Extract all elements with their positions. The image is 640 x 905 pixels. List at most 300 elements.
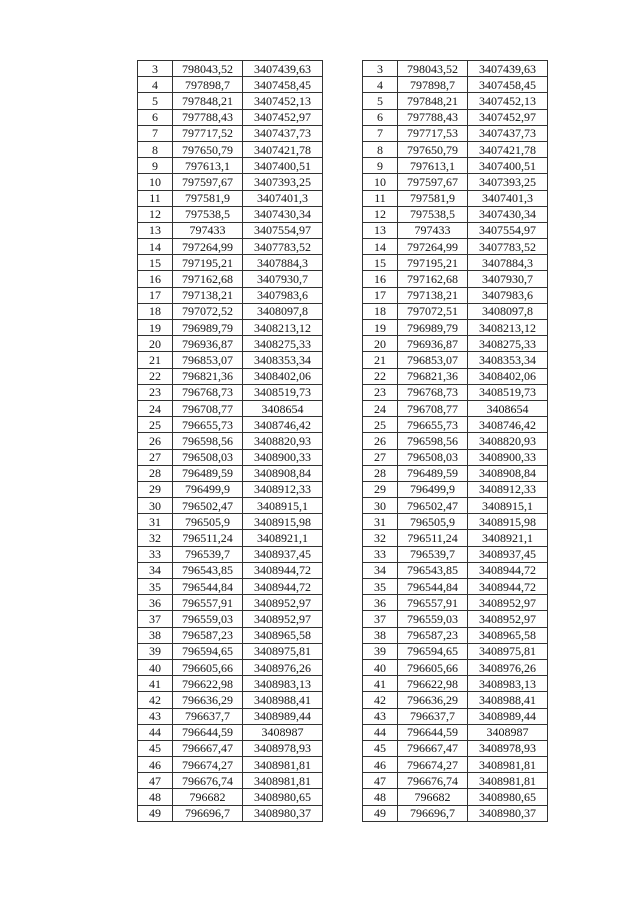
point-number-cell: 32: [138, 530, 173, 546]
point-number-cell: 43: [138, 708, 173, 724]
table-row: [363, 206, 548, 222]
table-row: [138, 141, 323, 157]
point-number-cell: 9: [138, 158, 173, 174]
point-number-cell: 4: [363, 77, 398, 93]
y-coordinate-cell: 3407554,97: [243, 222, 323, 238]
point-number-cell: 34: [363, 562, 398, 578]
table-row: [363, 61, 548, 77]
point-number-cell: 37: [138, 611, 173, 627]
point-number-cell: 35: [138, 579, 173, 595]
y-coordinate-cell: 3408988,41: [468, 692, 548, 708]
table-row: [363, 595, 548, 611]
table-row: [363, 93, 548, 109]
x-coordinate-cell: 797538,5: [173, 206, 243, 222]
x-coordinate-cell: 796622,98: [173, 676, 243, 692]
x-coordinate-cell: 796559,03: [398, 611, 468, 627]
y-coordinate-cell: 3407452,97: [243, 109, 323, 125]
point-number-cell: 41: [363, 676, 398, 692]
y-coordinate-cell: 3407430,34: [468, 206, 548, 222]
point-number-cell: 49: [363, 805, 398, 821]
x-coordinate-cell: 796543,85: [398, 562, 468, 578]
coordinates-table-right: [362, 60, 548, 822]
y-coordinate-cell: 3408952,97: [468, 595, 548, 611]
point-number-cell: 15: [138, 255, 173, 271]
table-row: [138, 724, 323, 740]
y-coordinate-cell: 3408981,81: [243, 757, 323, 773]
x-coordinate-cell: 797138,21: [398, 287, 468, 303]
x-coordinate-cell: 797581,9: [173, 190, 243, 206]
table-row: [138, 449, 323, 465]
x-coordinate-cell: 797717,52: [173, 125, 243, 141]
x-coordinate-cell: 796644,59: [398, 724, 468, 740]
x-coordinate-cell: 796667,47: [173, 740, 243, 756]
point-number-cell: 26: [363, 433, 398, 449]
table-row: [138, 368, 323, 384]
point-number-cell: 9: [363, 158, 398, 174]
table-row: [363, 400, 548, 416]
point-number-cell: 10: [363, 174, 398, 190]
y-coordinate-cell: 3407930,7: [243, 271, 323, 287]
table-row: [138, 125, 323, 141]
x-coordinate-cell: 796539,7: [398, 546, 468, 562]
x-coordinate-cell: 797072,51: [398, 303, 468, 319]
table-row: [138, 627, 323, 643]
x-coordinate-cell: 797898,7: [398, 77, 468, 93]
point-number-cell: 3: [363, 61, 398, 77]
point-number-cell: 14: [138, 239, 173, 255]
table-row: [138, 255, 323, 271]
point-number-cell: 48: [363, 789, 398, 805]
table-row: [138, 740, 323, 756]
x-coordinate-cell: 796674,27: [173, 757, 243, 773]
y-coordinate-cell: 3408944,72: [468, 579, 548, 595]
table-row: [363, 158, 548, 174]
y-coordinate-cell: 3408402,06: [468, 368, 548, 384]
point-number-cell: 17: [363, 287, 398, 303]
y-coordinate-cell: 3408988,41: [243, 692, 323, 708]
y-coordinate-cell: 3407401,3: [468, 190, 548, 206]
table-body: [138, 61, 323, 822]
y-coordinate-cell: 3407393,25: [243, 174, 323, 190]
y-coordinate-cell: 3408980,37: [468, 805, 548, 821]
y-coordinate-cell: 3407783,52: [468, 239, 548, 255]
x-coordinate-cell: 796853,07: [173, 352, 243, 368]
table-row: [363, 352, 548, 368]
x-coordinate-cell: 797650,79: [398, 141, 468, 157]
x-coordinate-cell: 796682: [173, 789, 243, 805]
table-row: [363, 190, 548, 206]
point-number-cell: 17: [138, 287, 173, 303]
x-coordinate-cell: 796587,23: [398, 627, 468, 643]
point-number-cell: 7: [363, 125, 398, 141]
y-coordinate-cell: 3408900,33: [243, 449, 323, 465]
y-coordinate-cell: 3408912,33: [468, 481, 548, 497]
table-body: [363, 61, 548, 822]
x-coordinate-cell: 796502,47: [398, 498, 468, 514]
x-coordinate-cell: 797788,43: [398, 109, 468, 125]
x-coordinate-cell: 796989,79: [173, 320, 243, 336]
point-number-cell: 47: [138, 773, 173, 789]
x-coordinate-cell: 797613,1: [173, 158, 243, 174]
table-row: [138, 757, 323, 773]
table-row: [363, 805, 548, 821]
x-coordinate-cell: 796708,77: [173, 400, 243, 416]
table-row: [138, 77, 323, 93]
y-coordinate-cell: 3407554,97: [468, 222, 548, 238]
point-number-cell: 23: [138, 384, 173, 400]
point-number-cell: 24: [363, 400, 398, 416]
point-number-cell: 33: [138, 546, 173, 562]
x-coordinate-cell: 796644,59: [173, 724, 243, 740]
table-row: [363, 740, 548, 756]
y-coordinate-cell: 3408746,42: [243, 417, 323, 433]
point-number-cell: 39: [138, 643, 173, 659]
point-number-cell: 24: [138, 400, 173, 416]
x-coordinate-cell: 796696,7: [398, 805, 468, 821]
point-number-cell: 44: [138, 724, 173, 740]
point-number-cell: 27: [138, 449, 173, 465]
y-coordinate-cell: 3407393,25: [468, 174, 548, 190]
x-coordinate-cell: 796508,03: [173, 449, 243, 465]
y-coordinate-cell: 3408952,97: [243, 595, 323, 611]
y-coordinate-cell: 3407439,63: [243, 61, 323, 77]
point-number-cell: 19: [363, 320, 398, 336]
y-coordinate-cell: 3408976,26: [468, 659, 548, 675]
y-coordinate-cell: 3407458,45: [468, 77, 548, 93]
y-coordinate-cell: 3408915,98: [468, 514, 548, 530]
x-coordinate-cell: 797264,99: [173, 239, 243, 255]
y-coordinate-cell: 3407452,13: [468, 93, 548, 109]
point-number-cell: 49: [138, 805, 173, 821]
table-row: [363, 174, 548, 190]
y-coordinate-cell: 3408213,12: [243, 320, 323, 336]
y-coordinate-cell: 3407401,3: [243, 190, 323, 206]
point-number-cell: 6: [138, 109, 173, 125]
table-row: [363, 222, 548, 238]
point-number-cell: 18: [138, 303, 173, 319]
y-coordinate-cell: 3408915,1: [468, 498, 548, 514]
y-coordinate-cell: 3408912,33: [243, 481, 323, 497]
x-coordinate-cell: 797788,43: [173, 109, 243, 125]
table-row: [138, 481, 323, 497]
table-row: [363, 562, 548, 578]
table-row: [138, 530, 323, 546]
y-coordinate-cell: 3408900,33: [468, 449, 548, 465]
table-row: [363, 546, 548, 562]
table-row: [138, 336, 323, 352]
point-number-cell: 15: [363, 255, 398, 271]
point-number-cell: 8: [138, 141, 173, 157]
point-number-cell: 41: [138, 676, 173, 692]
y-coordinate-cell: 3408987: [243, 724, 323, 740]
x-coordinate-cell: 796544,84: [398, 579, 468, 595]
y-coordinate-cell: 3407421,78: [468, 141, 548, 157]
x-coordinate-cell: 796936,87: [398, 336, 468, 352]
table-row: [138, 789, 323, 805]
x-coordinate-cell: 796505,9: [173, 514, 243, 530]
y-coordinate-cell: 3408983,13: [468, 676, 548, 692]
table-row: [363, 303, 548, 319]
table-row: [363, 433, 548, 449]
x-coordinate-cell: 796539,7: [173, 546, 243, 562]
y-coordinate-cell: 3408952,97: [243, 611, 323, 627]
table-row: [363, 514, 548, 530]
point-number-cell: 5: [363, 93, 398, 109]
y-coordinate-cell: 3408097,8: [468, 303, 548, 319]
x-coordinate-cell: 796489,59: [398, 465, 468, 481]
x-coordinate-cell: 796594,65: [173, 643, 243, 659]
table-row: [138, 692, 323, 708]
table-row: [363, 141, 548, 157]
y-coordinate-cell: 3408654: [243, 400, 323, 416]
point-number-cell: 48: [138, 789, 173, 805]
point-number-cell: 46: [138, 757, 173, 773]
point-number-cell: 47: [363, 773, 398, 789]
x-coordinate-cell: 796708,77: [398, 400, 468, 416]
y-coordinate-cell: 3408402,06: [243, 368, 323, 384]
point-number-cell: 40: [363, 659, 398, 675]
table-row: [138, 206, 323, 222]
y-coordinate-cell: 3408981,81: [243, 773, 323, 789]
point-number-cell: 21: [363, 352, 398, 368]
point-number-cell: 10: [138, 174, 173, 190]
y-coordinate-cell: 3408820,93: [243, 433, 323, 449]
point-number-cell: 36: [363, 595, 398, 611]
table-row: [138, 174, 323, 190]
x-coordinate-cell: 797162,68: [398, 271, 468, 287]
y-coordinate-cell: 3407983,6: [468, 287, 548, 303]
coordinates-table-left: [137, 60, 323, 822]
x-coordinate-cell: 796511,24: [398, 530, 468, 546]
y-coordinate-cell: 3407783,52: [243, 239, 323, 255]
y-coordinate-cell: 3408965,58: [468, 627, 548, 643]
table-row: [363, 676, 548, 692]
point-number-cell: 12: [363, 206, 398, 222]
y-coordinate-cell: 3408820,93: [468, 433, 548, 449]
table-row: [363, 320, 548, 336]
y-coordinate-cell: 3407452,13: [243, 93, 323, 109]
table-row: [363, 757, 548, 773]
table-row: [363, 271, 548, 287]
point-number-cell: 33: [363, 546, 398, 562]
x-coordinate-cell: 797848,21: [398, 93, 468, 109]
table-row: [138, 773, 323, 789]
point-number-cell: 27: [363, 449, 398, 465]
point-number-cell: 6: [363, 109, 398, 125]
point-number-cell: 12: [138, 206, 173, 222]
x-coordinate-cell: 797613,1: [398, 158, 468, 174]
table-row: [138, 676, 323, 692]
x-coordinate-cell: 796655,73: [173, 417, 243, 433]
point-number-cell: 22: [363, 368, 398, 384]
x-coordinate-cell: 796605,66: [173, 659, 243, 675]
x-coordinate-cell: 797848,21: [173, 93, 243, 109]
y-coordinate-cell: 3407930,7: [468, 271, 548, 287]
point-number-cell: 19: [138, 320, 173, 336]
x-coordinate-cell: 796557,91: [173, 595, 243, 611]
x-coordinate-cell: 796768,73: [398, 384, 468, 400]
x-coordinate-cell: 796508,03: [398, 449, 468, 465]
point-number-cell: 22: [138, 368, 173, 384]
x-coordinate-cell: 796489,59: [173, 465, 243, 481]
table-row: [363, 336, 548, 352]
x-coordinate-cell: 797597,67: [173, 174, 243, 190]
y-coordinate-cell: 3408944,72: [243, 562, 323, 578]
y-coordinate-cell: 3408981,81: [468, 773, 548, 789]
x-coordinate-cell: 796622,98: [398, 676, 468, 692]
table-row: [138, 61, 323, 77]
y-coordinate-cell: 3407437,73: [468, 125, 548, 141]
table-row: [138, 239, 323, 255]
table-row: [138, 579, 323, 595]
point-number-cell: 44: [363, 724, 398, 740]
x-coordinate-cell: 796696,7: [173, 805, 243, 821]
x-coordinate-cell: 796674,27: [398, 757, 468, 773]
y-coordinate-cell: 3408976,26: [243, 659, 323, 675]
point-number-cell: 14: [363, 239, 398, 255]
table-row: [363, 449, 548, 465]
y-coordinate-cell: 3408654: [468, 400, 548, 416]
y-coordinate-cell: 3408921,1: [243, 530, 323, 546]
point-number-cell: 46: [363, 757, 398, 773]
point-number-cell: 16: [138, 271, 173, 287]
point-number-cell: 45: [138, 740, 173, 756]
point-number-cell: 29: [138, 481, 173, 497]
table-row: [138, 611, 323, 627]
table-row: [363, 481, 548, 497]
table-row: [138, 514, 323, 530]
point-number-cell: 4: [138, 77, 173, 93]
x-coordinate-cell: 796598,56: [398, 433, 468, 449]
table-row: [363, 659, 548, 675]
y-coordinate-cell: 3408746,42: [468, 417, 548, 433]
point-number-cell: 28: [363, 465, 398, 481]
table-row: [138, 384, 323, 400]
point-number-cell: 11: [138, 190, 173, 206]
x-coordinate-cell: 797538,5: [398, 206, 468, 222]
point-number-cell: 5: [138, 93, 173, 109]
table-row: [363, 384, 548, 400]
table-row: [138, 498, 323, 514]
table-row: [138, 465, 323, 481]
table-row: [138, 352, 323, 368]
y-coordinate-cell: 3408519,73: [243, 384, 323, 400]
x-coordinate-cell: 796511,24: [173, 530, 243, 546]
point-number-cell: 23: [363, 384, 398, 400]
x-coordinate-cell: 798043,52: [173, 61, 243, 77]
x-coordinate-cell: 796637,7: [398, 708, 468, 724]
table-row: [363, 287, 548, 303]
table-row: [363, 417, 548, 433]
point-number-cell: 21: [138, 352, 173, 368]
table-row: [363, 77, 548, 93]
y-coordinate-cell: 3407400,51: [243, 158, 323, 174]
y-coordinate-cell: 3408980,65: [243, 789, 323, 805]
table-row: [138, 659, 323, 675]
y-coordinate-cell: 3408987: [468, 724, 548, 740]
x-coordinate-cell: 797195,21: [398, 255, 468, 271]
y-coordinate-cell: 3408915,98: [243, 514, 323, 530]
x-coordinate-cell: 796936,87: [173, 336, 243, 352]
x-coordinate-cell: 797433: [173, 222, 243, 238]
table-row: [138, 400, 323, 416]
y-coordinate-cell: 3407884,3: [243, 255, 323, 271]
y-coordinate-cell: 3407983,6: [243, 287, 323, 303]
x-coordinate-cell: 797162,68: [173, 271, 243, 287]
y-coordinate-cell: 3408097,8: [243, 303, 323, 319]
point-number-cell: 43: [363, 708, 398, 724]
x-coordinate-cell: 796636,29: [173, 692, 243, 708]
table-row: [138, 595, 323, 611]
table-row: [138, 303, 323, 319]
y-coordinate-cell: 3408983,13: [243, 676, 323, 692]
point-number-cell: 25: [138, 417, 173, 433]
x-coordinate-cell: 796676,74: [398, 773, 468, 789]
table-row: [363, 789, 548, 805]
x-coordinate-cell: 797433: [398, 222, 468, 238]
x-coordinate-cell: 796543,85: [173, 562, 243, 578]
table-row: [138, 222, 323, 238]
table-row: [138, 190, 323, 206]
x-coordinate-cell: 796502,47: [173, 498, 243, 514]
y-coordinate-cell: 3408944,72: [243, 579, 323, 595]
point-number-cell: 45: [363, 740, 398, 756]
x-coordinate-cell: 796505,9: [398, 514, 468, 530]
y-coordinate-cell: 3408981,81: [468, 757, 548, 773]
point-number-cell: 28: [138, 465, 173, 481]
y-coordinate-cell: 3408275,33: [468, 336, 548, 352]
x-coordinate-cell: 797581,9: [398, 190, 468, 206]
y-coordinate-cell: 3408980,65: [468, 789, 548, 805]
table-row: [138, 643, 323, 659]
y-coordinate-cell: 3407439,63: [468, 61, 548, 77]
table-row: [138, 562, 323, 578]
table-row: [138, 109, 323, 125]
table-row: [138, 805, 323, 821]
y-coordinate-cell: 3407458,45: [243, 77, 323, 93]
x-coordinate-cell: 796682: [398, 789, 468, 805]
point-number-cell: 38: [138, 627, 173, 643]
x-coordinate-cell: 796499,9: [398, 481, 468, 497]
point-number-cell: 38: [363, 627, 398, 643]
x-coordinate-cell: 796655,73: [398, 417, 468, 433]
y-coordinate-cell: 3408952,97: [468, 611, 548, 627]
point-number-cell: 31: [138, 514, 173, 530]
y-coordinate-cell: 3408353,34: [243, 352, 323, 368]
point-number-cell: 36: [138, 595, 173, 611]
y-coordinate-cell: 3407452,97: [468, 109, 548, 125]
point-number-cell: 18: [363, 303, 398, 319]
y-coordinate-cell: 3407884,3: [468, 255, 548, 271]
table-row: [138, 320, 323, 336]
table-row: [138, 287, 323, 303]
y-coordinate-cell: 3408519,73: [468, 384, 548, 400]
point-number-cell: 42: [363, 692, 398, 708]
y-coordinate-cell: 3408937,45: [243, 546, 323, 562]
table-row: [363, 109, 548, 125]
y-coordinate-cell: 3407437,73: [243, 125, 323, 141]
x-coordinate-cell: 796676,74: [173, 773, 243, 789]
point-number-cell: 40: [138, 659, 173, 675]
y-coordinate-cell: 3408213,12: [468, 320, 548, 336]
table-row: [138, 546, 323, 562]
point-number-cell: 25: [363, 417, 398, 433]
table-row: [138, 158, 323, 174]
point-number-cell: 7: [138, 125, 173, 141]
table-row: [363, 239, 548, 255]
x-coordinate-cell: 796821,36: [173, 368, 243, 384]
y-coordinate-cell: 3408921,1: [468, 530, 548, 546]
